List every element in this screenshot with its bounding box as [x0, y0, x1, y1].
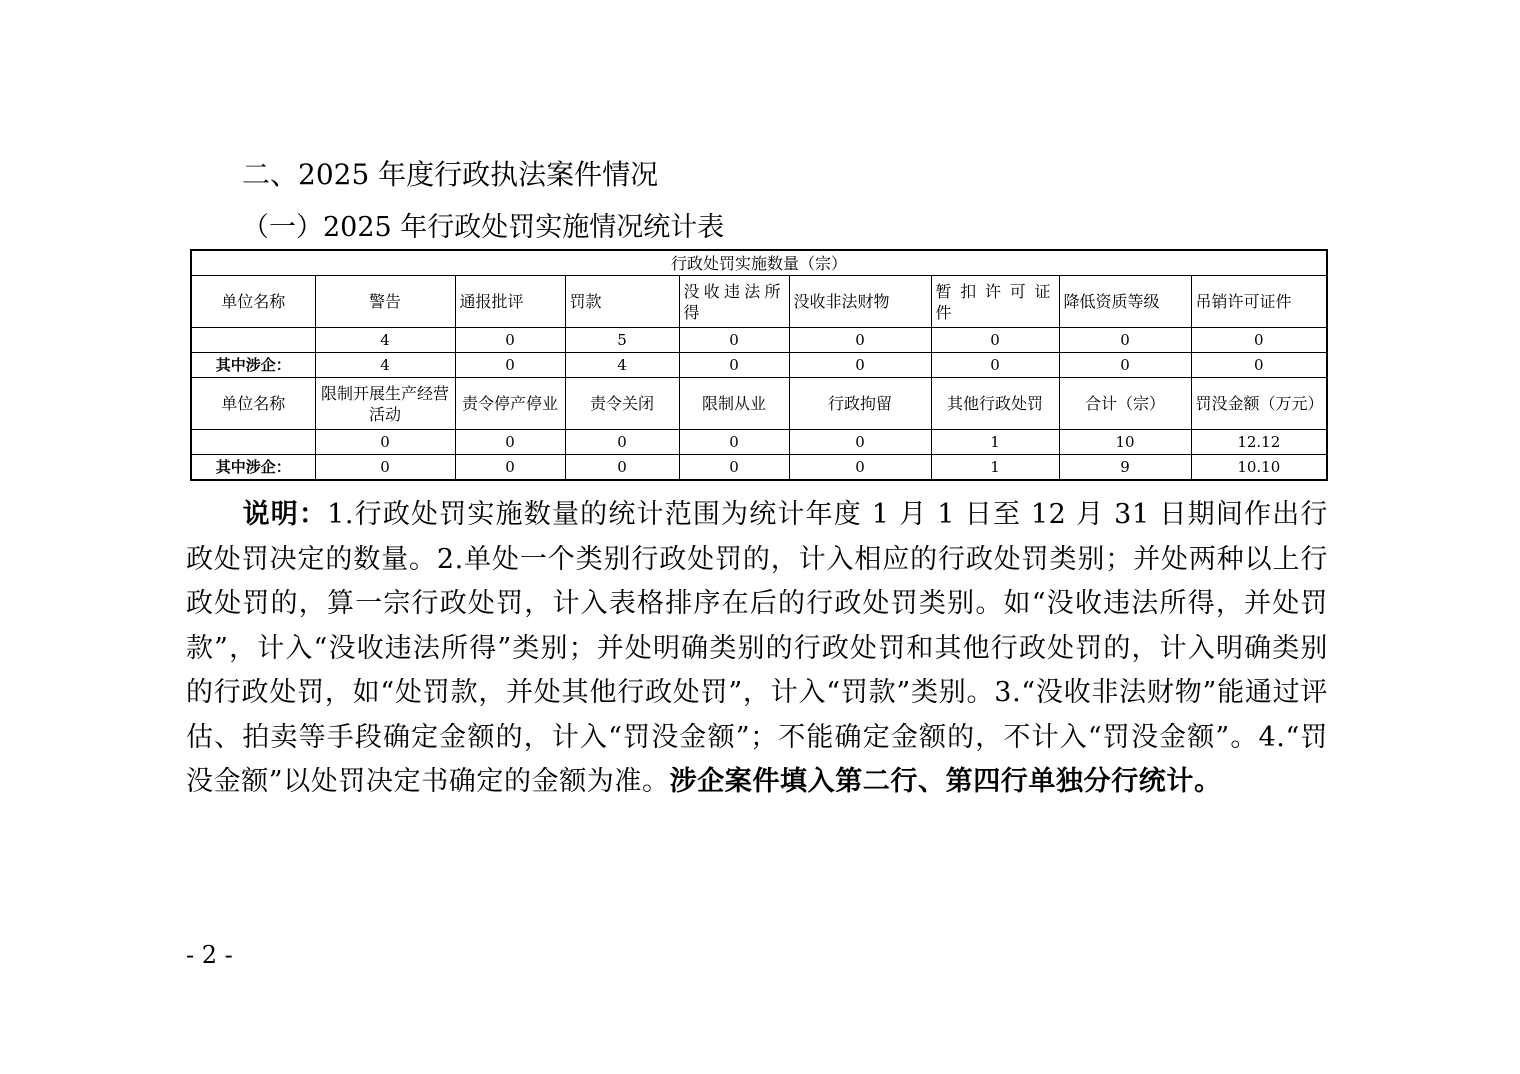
value-cell: 0	[679, 353, 789, 378]
value-cell: 0	[455, 430, 565, 455]
header-cell: 没收违法所得	[679, 276, 789, 328]
table-title-row	[191, 250, 1327, 276]
value-cell: 0	[931, 328, 1059, 353]
header-cell: 责令停产停业	[455, 378, 565, 430]
value-cell: 10	[1059, 430, 1191, 455]
header-cell: 其他行政处罚	[931, 378, 1059, 430]
header-cell: 罚款	[565, 276, 679, 328]
value-cell: 0	[455, 328, 565, 353]
table-row	[191, 430, 1327, 455]
section-heading: 二、2025 年度行政执法案件情况	[242, 158, 659, 191]
value-cell: 0	[1059, 353, 1191, 378]
table-caption: （一）2025 年行政处罚实施情况统计表	[242, 212, 725, 243]
value-cell: 9	[1059, 455, 1191, 481]
value-cell: 0	[455, 353, 565, 378]
header-cell: 罚没金额（万元）	[1191, 378, 1327, 430]
table-row	[191, 353, 1327, 378]
value-cell: 0	[565, 430, 679, 455]
value-cell: 0	[315, 455, 455, 481]
header-cell: 暂扣许可证件	[931, 276, 1059, 328]
value-cell: 4	[315, 353, 455, 378]
value-cell: 0	[1191, 328, 1327, 353]
note-label: 说明：	[242, 499, 328, 530]
table-row	[191, 328, 1327, 353]
value-cell: 0	[789, 353, 931, 378]
value-cell: 0	[931, 353, 1059, 378]
header-cell: 行政拘留	[789, 378, 931, 430]
enterprise-label-cell: 其中涉企：	[191, 455, 315, 481]
value-cell: 0	[565, 455, 679, 481]
value-cell: 4	[565, 353, 679, 378]
note-emphasis: 涉企案件填入第二行、第四行单独分行统计。	[669, 766, 1222, 797]
header-cell: 吊销许可证件	[1191, 276, 1327, 328]
value-cell: 0	[455, 455, 565, 481]
header-row-2	[191, 378, 1327, 430]
header-cell: 限制从业	[679, 378, 789, 430]
penalty-statistics-table	[190, 249, 1328, 481]
value-cell: 0	[679, 455, 789, 481]
enterprise-label-cell: 其中涉企：	[191, 353, 315, 378]
page-number: - 2 -	[186, 941, 233, 969]
value-cell: 0	[789, 328, 931, 353]
value-cell: 0	[789, 455, 931, 481]
value-cell: 5	[565, 328, 679, 353]
header-cell: 通报批评	[455, 276, 565, 328]
header-cell: 降低资质等级	[1059, 276, 1191, 328]
header-cell: 合计（宗）	[1059, 378, 1191, 430]
value-cell: 1	[931, 430, 1059, 455]
table-title: 行政处罚实施数量（宗）	[191, 250, 1327, 276]
header-cell: 单位名称	[191, 378, 315, 430]
header-cell: 警告	[315, 276, 455, 328]
value-cell: 0	[679, 328, 789, 353]
note-body: 1.行政处罚实施数量的统计范围为统计年度 1 月 1 日至 12 月 31 日期间作出行政处罚决定的数量。2.单处一个类别行政处罚的，计入相应的行政处罚类别；并处两种以上行政处罚的，算一宗行政处罚，计入表格排序在后的行政处罚类别。如“没收违法所得，并处罚款”，计入“没收违法所得”类别；并处明确类别的行政处罚和其他行政处罚的，计入明确类别的行政处罚，如“处罚款，并处其他行政处罚”，计入“罚款”类别。3.“没收非法财物”能通过评估、拍卖等手段确定金额的，计入“罚没金额”；不能确定金额的，不计入“罚没金额”。4.“罚没金额”以处罚决定书确定的金额为准。	[186, 499, 1328, 797]
value-cell: 0	[315, 430, 455, 455]
header-cell: 责令关闭	[565, 378, 679, 430]
value-cell: 4	[315, 328, 455, 353]
header-cell: 没收非法财物	[789, 276, 931, 328]
value-cell: 10.10	[1191, 455, 1327, 481]
unit-name-cell	[191, 430, 315, 455]
value-cell: 0	[1059, 328, 1191, 353]
unit-name-cell	[191, 328, 315, 353]
explanatory-note	[186, 493, 1328, 805]
value-cell: 1	[931, 455, 1059, 481]
header-row-1	[191, 276, 1327, 328]
value-cell: 0	[1191, 353, 1327, 378]
header-cell: 单位名称	[191, 276, 315, 328]
header-cell: 限制开展生产经营活动	[315, 378, 455, 430]
value-cell: 0	[679, 430, 789, 455]
table-row	[191, 455, 1327, 481]
value-cell: 12.12	[1191, 430, 1327, 455]
value-cell: 0	[789, 430, 931, 455]
